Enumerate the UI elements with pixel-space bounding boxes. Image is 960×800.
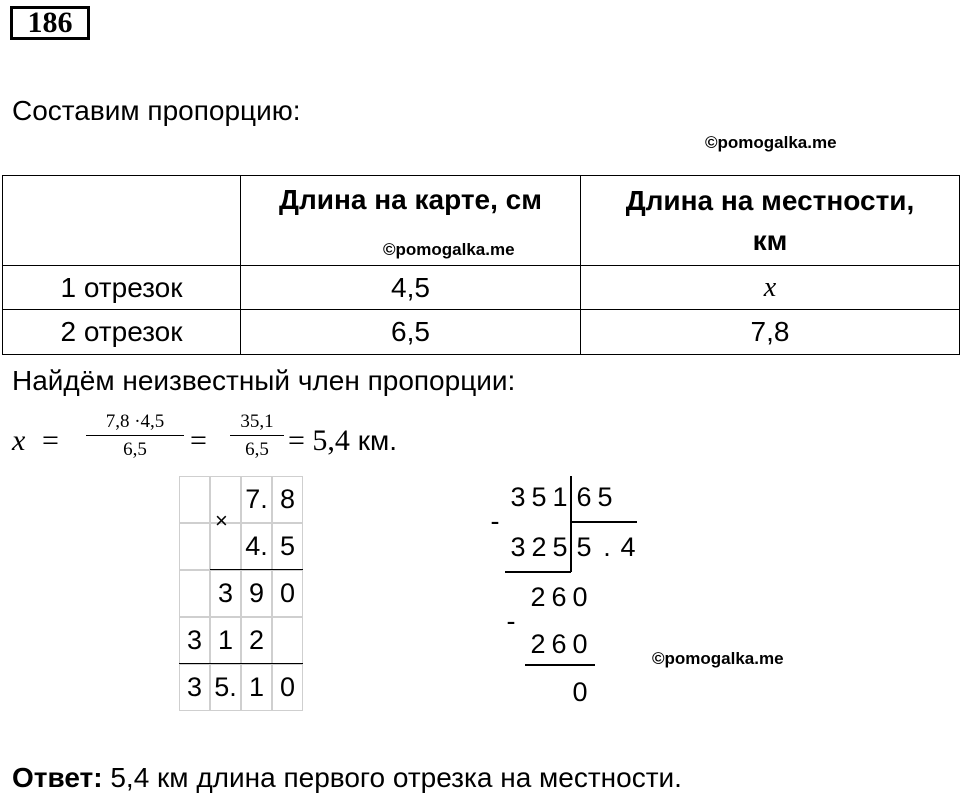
division-divisor-line <box>571 521 637 523</box>
find-text: Найдём неизвестный член пропорции: <box>12 365 516 396</box>
answer-label: Ответ: <box>12 762 103 793</box>
quotient-digit: . <box>603 532 611 562</box>
subtrahend-2-digit: 2 <box>530 629 546 659</box>
fraction-1-denominator: 6,5 <box>123 439 147 460</box>
formula-equals: = <box>42 424 59 457</box>
mult-cell: 5. <box>210 664 241 711</box>
formula-result-value: = 5,4 <box>288 424 350 457</box>
mult-cell: 7. <box>241 476 272 523</box>
table-watermark: ©pomogalka.me <box>383 240 515 259</box>
dividend-digit: 3 <box>510 482 526 512</box>
formula-variable: x <box>12 424 26 457</box>
mult-cell <box>179 570 210 617</box>
quotient-digit: 4 <box>620 532 636 562</box>
header-map-label: Длина на карте, см <box>279 184 542 215</box>
remainder-digit: 2 <box>530 582 546 612</box>
header-ground-label: Длина на местности, <box>625 184 915 216</box>
division-rule-1 <box>505 571 571 573</box>
row-map-value: 4,5 <box>241 266 581 310</box>
mult-cell: 4. <box>241 523 272 570</box>
dividend-digit: 5 <box>531 482 547 512</box>
mult-cell: 9 <box>241 570 272 617</box>
remainder-digit: 6 <box>551 582 567 612</box>
mult-cell: 8 <box>272 476 303 523</box>
division-rule-2 <box>525 664 595 666</box>
mult-cell <box>179 523 210 570</box>
division-vertical-line <box>570 476 572 572</box>
fraction-2-denominator: 6,5 <box>245 439 269 460</box>
multiply-sign: × <box>215 508 228 533</box>
final-remainder: 0 <box>572 677 588 707</box>
mult-cell: 3 <box>179 664 210 711</box>
minus-sign-2: - <box>506 606 516 636</box>
row-map-value: 6,5 <box>241 310 581 355</box>
proportion-table <box>2 175 960 355</box>
fraction-2-numerator: 35,1 <box>230 412 284 436</box>
mult-cell: 2 <box>241 617 272 664</box>
divisor-digit: 6 <box>576 482 592 512</box>
table-header-ground-length <box>581 176 960 266</box>
watermark-2: ©pomogalka.me <box>652 649 784 668</box>
row-label: 2 отрезок <box>3 310 241 355</box>
subtrahend-2-digit: 0 <box>572 629 588 659</box>
formula-equals-2: = <box>190 424 207 457</box>
answer-line <box>12 762 682 794</box>
subtrahend-digit: 2 <box>531 532 547 562</box>
formula-unit: км. <box>349 425 397 456</box>
mult-rule-2 <box>179 663 303 664</box>
subtrahend-digit: 5 <box>552 532 568 562</box>
row-ground-value: x <box>581 266 960 310</box>
fraction-2 <box>230 412 284 460</box>
mult-cell: 1 <box>241 664 272 711</box>
remainder-digit: 0 <box>572 582 588 612</box>
table-row <box>3 266 960 310</box>
mult-cell: 3 <box>179 617 210 664</box>
mult-cell: 0 <box>272 664 303 711</box>
intro-text: Составим пропорцию: <box>12 95 301 126</box>
mult-rule-1 <box>210 569 303 570</box>
mult-cell <box>272 617 303 664</box>
mult-cell: 1 <box>210 617 241 664</box>
table-header-map-length <box>241 176 581 266</box>
watermark: ©pomogalka.me <box>705 133 837 152</box>
mult-cell: 3 <box>210 570 241 617</box>
divisor-digit: 5 <box>597 482 613 512</box>
mult-cell: 0 <box>272 570 303 617</box>
table-header-empty <box>3 176 241 266</box>
dividend-digit: 1 <box>552 482 568 512</box>
formula-result <box>288 424 397 458</box>
subtrahend-2-digit: 6 <box>551 629 567 659</box>
row-ground-value: 7,8 <box>581 310 960 355</box>
mult-cell: 5 <box>272 523 303 570</box>
mult-cell <box>179 476 210 523</box>
header-ground-unit: км <box>752 224 788 256</box>
problem-number: 186 <box>10 6 90 40</box>
answer-text: 5,4 км длина первого отрезка на местности. <box>102 762 682 793</box>
table-header-row <box>3 176 960 266</box>
row-label: 1 отрезок <box>3 266 241 310</box>
fraction-1-numerator: 7,8 ·4,5 <box>86 412 184 436</box>
minus-sign: - <box>490 506 500 536</box>
table-row <box>3 310 960 355</box>
fraction-1 <box>86 412 184 460</box>
subtrahend-digit: 3 <box>510 532 526 562</box>
quotient-digit: 5 <box>576 532 592 562</box>
